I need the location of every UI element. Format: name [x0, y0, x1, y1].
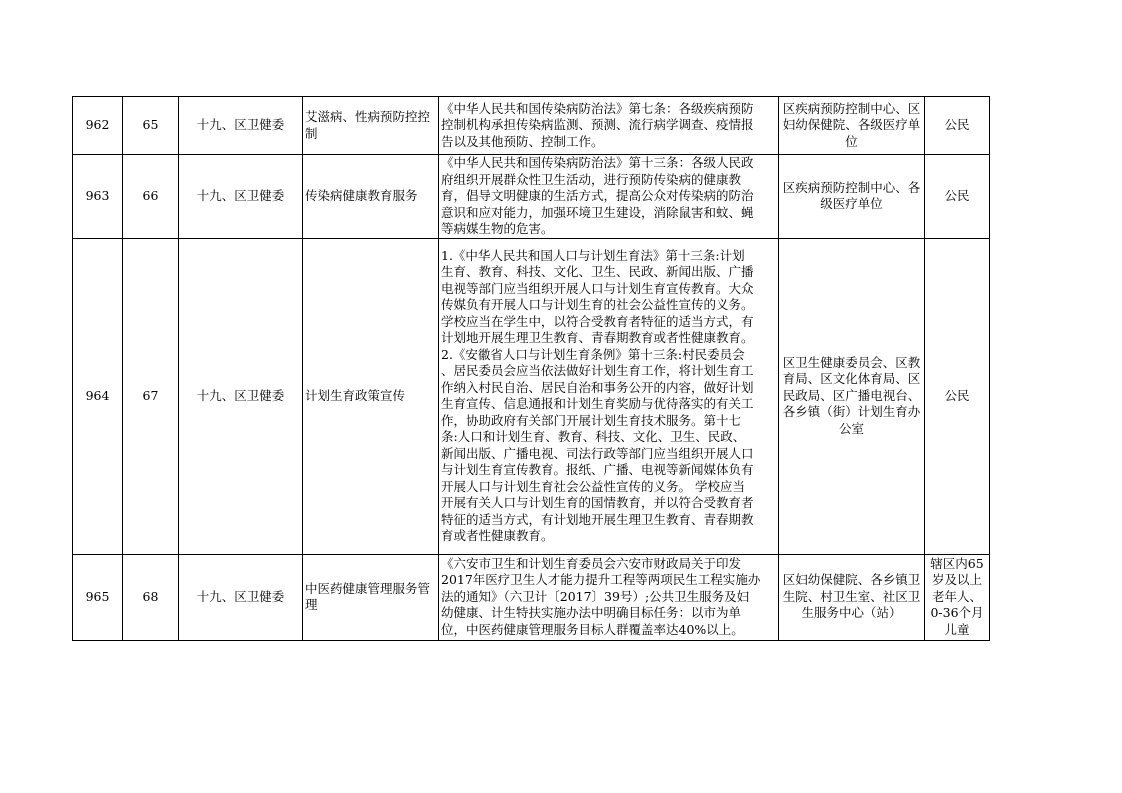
basis-cell	[439, 238, 779, 554]
basis-cell	[439, 155, 779, 239]
basis-line: 生育宣传、信息通报和计划生育奖励与优待落实的有关工	[441, 396, 754, 411]
basis-line: 、居民委员会应当依法做好计划生育工作，将计划生育工	[441, 363, 754, 378]
seq-cell: 965	[73, 554, 123, 640]
basis-line: 传媒负有开展人口与计划生育的社会公益性宣传的义务。	[441, 297, 754, 312]
seq-cell: 964	[73, 238, 123, 554]
basis-line: 育或者性健康教育。	[441, 528, 554, 543]
basis-line: 《六安市卫生和计划生育委员会六安市财政局关于印发	[441, 555, 742, 571]
department-cell: 十九、区卫健委	[179, 554, 303, 640]
responsible-cell: 区妇幼保健院、各乡镇卫生院、村卫生室、社区卫生服务中心（站）	[779, 554, 925, 640]
basis-line: 作纳入村民自治、居民自治和事务公开的内容，做好计划	[441, 379, 754, 395]
basis-line: 府组织开展群众性卫生活动，进行预防传染病的健康教	[441, 171, 742, 187]
basis-line: 学校应当在学生中，以符合受教育者特征的适当方式，有	[441, 313, 754, 329]
item-name-cell: 艾滋病、性病预防控控制	[303, 97, 439, 155]
basis-line: 生育、教育、科技、文化、卫生、民政、新闻出版、广播	[441, 264, 754, 279]
basis-line: 《中华人民共和国传染病防治法》第十三条：各级人民政	[441, 155, 754, 170]
department-cell: 十九、区卫健委	[179, 155, 303, 239]
basis-line: 开展人口与计划生育社会公益性宣传的义务。 学校应当	[441, 478, 745, 494]
target-cell: 辖区内65岁及以上老年人、0-36个月儿童	[925, 554, 990, 640]
target-cell: 公民	[925, 97, 990, 155]
table-row	[73, 238, 990, 554]
basis-cell	[439, 554, 779, 640]
item-no-cell: 66	[123, 155, 179, 239]
basis-line: 等病媒生物的危害。	[441, 221, 554, 236]
basis-line: 告以及其他预防、控制工作。	[441, 133, 604, 149]
responsible-cell: 区卫生健康委员会、区教育局、区文化体育局、区民政局、区广播电视台、各乡镇（街）计划生育办公室	[779, 238, 925, 554]
basis-line: 2017年医疗卫生人才能力提升工程等两项民生工程实施办	[441, 572, 761, 588]
basis-line: 电视等部门应当组织开展人口与计划生育宣传教育。大众	[441, 280, 754, 296]
basis-line: 计划地开展生理卫生教育、青春期教育或者性健康教育。	[441, 330, 754, 345]
basis-line: 位，中医药健康管理服务目标人群覆盖率达40%以上。	[441, 621, 744, 637]
basis-line: 2.《安徽省人口与计划生育条例》第十三条:村民委员会	[441, 346, 745, 362]
table-row	[73, 97, 990, 155]
basis-line: 育，倡导文明健康的生活方式，提高公众对传染病的防治	[441, 188, 754, 203]
basis-line: 《中华人民共和国传染病防治法》第七条：各级疾病预防	[441, 100, 754, 116]
public-service-table	[72, 96, 990, 641]
target-cell: 公民	[925, 155, 990, 239]
item-name-cell: 中医药健康管理服务管理	[303, 554, 439, 640]
department-cell: 十九、区卫健委	[179, 97, 303, 155]
basis-line: 幼健康、计生特扶实施办法中明确目标任务：以市为单	[441, 605, 742, 621]
responsible-cell: 区疾病预防控制中心、各级医疗单位	[779, 155, 925, 239]
item-name-cell: 传染病健康教育服务	[303, 155, 439, 239]
basis-line: 与计划生育宣传教育。报纸、广播、电视等新闻媒体负有	[441, 462, 754, 477]
seq-cell: 963	[73, 155, 123, 239]
responsible-cell: 区疾病预防控制中心、区妇幼保健院、各级医疗单位	[779, 97, 925, 155]
basis-line: 条:人口和计划生育、教育、科技、文化、卫生、民政、	[441, 429, 746, 444]
basis-line: 1.《中华人民共和国人口与计划生育法》第十三条:计划	[441, 247, 745, 263]
item-no-cell: 68	[123, 554, 179, 640]
table-row	[73, 155, 990, 239]
item-no-cell: 65	[123, 97, 179, 155]
basis-line: 特征的适当方式，有计划地开展生理卫生教育、青春期教	[441, 511, 754, 527]
basis-line: 法的通知》（六卫计〔2017〕39号）;公共卫生服务及妇	[441, 588, 750, 604]
basis-cell	[439, 97, 779, 155]
item-no-cell: 67	[123, 238, 179, 554]
seq-cell: 962	[73, 97, 123, 155]
item-name-cell: 计划生育政策宣传	[303, 238, 439, 554]
basis-line: 新闻出版、广播电视、司法行政等部门应当组织开展人口	[441, 445, 754, 461]
basis-line: 开展有关人口与计划生育的国情教育，并以符合受教育者	[441, 495, 754, 510]
target-cell: 公民	[925, 238, 990, 554]
basis-line: 控制机构承担传染病监测、预测、流行病学调查、疫情报	[441, 117, 754, 133]
basis-line: 意识和应对能力，加强环境卫生建设，消除鼠害和蚊、蝇	[441, 204, 754, 220]
table-row	[73, 554, 990, 640]
basis-line: 作，协助政府有关部门开展计划生育技术服务。第十七	[441, 412, 742, 428]
department-cell: 十九、区卫健委	[179, 238, 303, 554]
